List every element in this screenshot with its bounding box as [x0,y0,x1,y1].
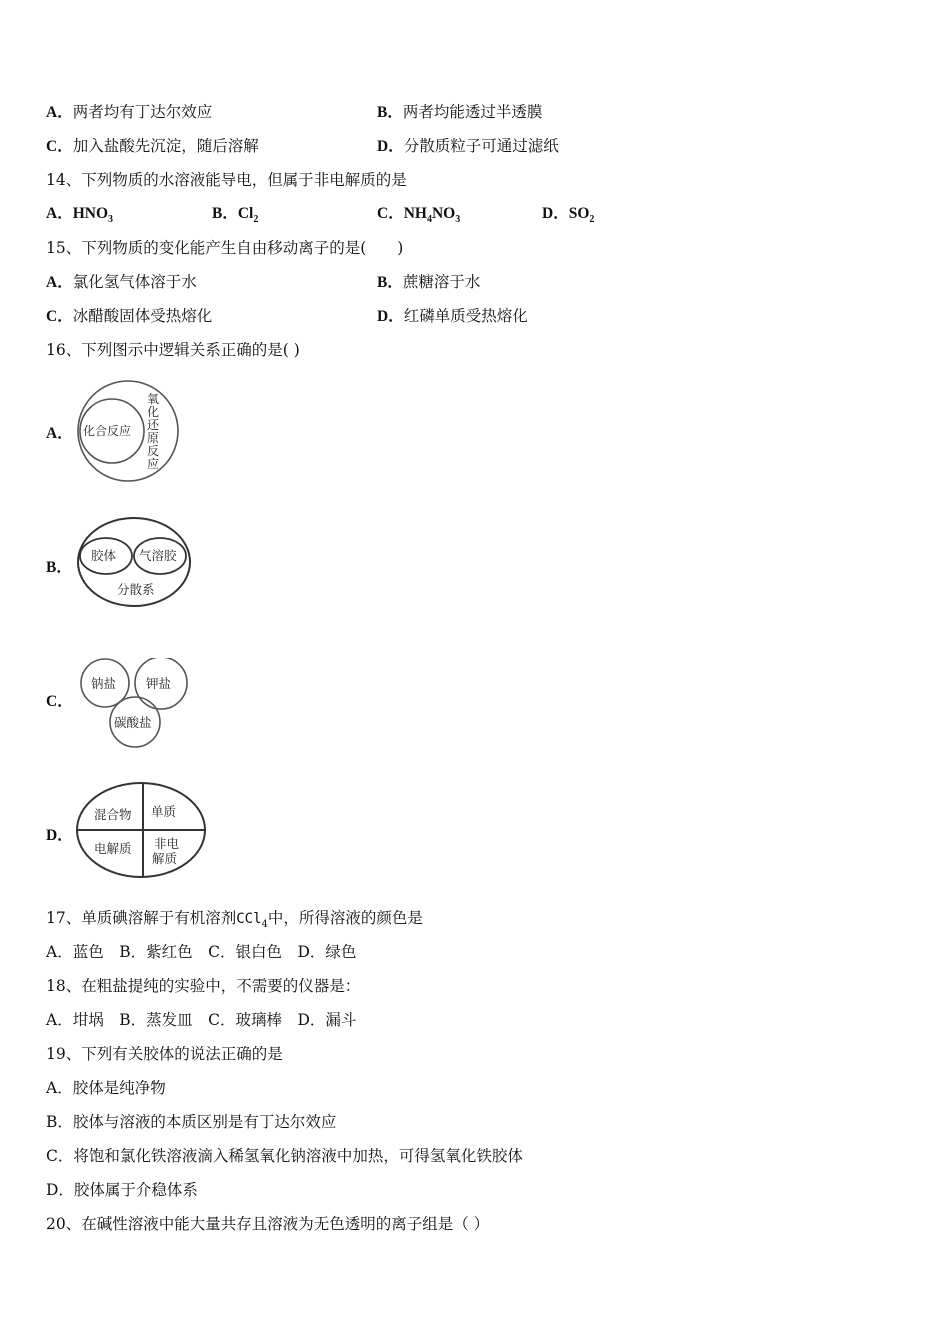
q13-option-d: D．分散质粒子可通过滤纸 [377,137,559,155]
q18-stem: 18、在粗盐提纯的实验中，不需要的仪器是： [46,977,361,995]
inner-label: 化合反应 [83,424,132,438]
q17-options: A．蓝色 B．紫红色 C．银白色 D．绿色 [46,943,357,961]
label-sodium: 钠盐 [91,676,117,691]
q16-diagram-a [74,378,186,490]
q19-option-d: D．胶体属于介稳体系 [46,1181,198,1199]
outer-label-6: 应 [147,457,160,471]
q14-option-d: D．$SO_2$ [542,205,595,226]
q13-option-a: A．两者均有丁达尔效应 [46,103,213,121]
q15-option-b: B．蔗糖溶于水 [377,273,481,291]
left-label: 胶体 [91,548,117,563]
top-right-label: 单质 [151,804,177,819]
q16-diagram-b [74,514,196,614]
outer-label-4: 原 [147,431,160,445]
q16-diagram-d [74,780,210,884]
top-left-label: 混合物 [94,807,132,822]
q17-stem: 17、单质碘溶解于有机溶剂CCl$_4$中，所得溶液的颜色是 [46,909,423,931]
outer-label-2: 化 [147,405,160,419]
q16-option-d-label: D． [46,827,73,844]
bottom-right-label-2: 解质 [152,851,178,866]
q14-option-b: B．$Cl_2$ [212,205,259,226]
q16-option-a-label: A． [46,425,73,442]
q13-option-c: C．加入盐酸先沉淀，随后溶解 [46,137,259,155]
bottom-left-label: 电解质 [94,841,132,856]
q19-option-b: B．胶体与溶液的本质区别是有丁达尔效应 [46,1113,337,1131]
q19-option-a: A．胶体是纯净物 [46,1079,166,1097]
q14-option-a: A．$HNO_3$ [46,205,114,226]
q14-stem: 14、下列物质的水溶液能导电，但属于非电解质的是 [46,171,407,189]
q16-option-c-label: C． [46,693,73,710]
outer-label-5: 反 [147,444,160,458]
q14-option-c: C．$NH_4NO_3$ [377,205,461,226]
right-label: 气溶胶 [139,548,177,563]
q16-diagram-c [74,658,194,752]
outer-label-1: 氧 [147,392,160,406]
q19-stem: 19、下列有关胶体的说法正确的是 [46,1045,283,1063]
q15-option-d: D．红磷单质受热熔化 [377,307,528,325]
label-carbonate: 碳酸盐 [114,715,152,730]
outer-label-3: 还 [147,418,160,432]
q20-stem: 20、在碱性溶液中能大量共存且溶液为无色透明的离子组是（ ） [46,1215,490,1233]
bottom-right-label-1: 非电 [154,836,180,851]
q15-option-c: C．冰醋酸固体受热熔化 [46,307,213,325]
q13-option-b: B．两者均能透过半透膜 [377,103,543,121]
outer-label: 分散系 [117,582,155,597]
q19-option-c: C．将饱和氯化铁溶液滴入稀氢氧化钠溶液中加热，可得氢氧化铁胶体 [46,1147,523,1165]
q15-stem: 15、下列物质的变化能产生自由移动离子的是( ) [46,239,404,257]
q16-option-b-label: B． [46,559,72,576]
q15-option-a: A．氯化氢气体溶于水 [46,273,197,291]
label-potassium: 钾盐 [146,676,172,691]
q18-options: A．坩埚 B．蒸发皿 C．玻璃棒 D．漏斗 [46,1011,357,1029]
q16-stem: 16、下列图示中逻辑关系正确的是( ) [46,341,300,359]
